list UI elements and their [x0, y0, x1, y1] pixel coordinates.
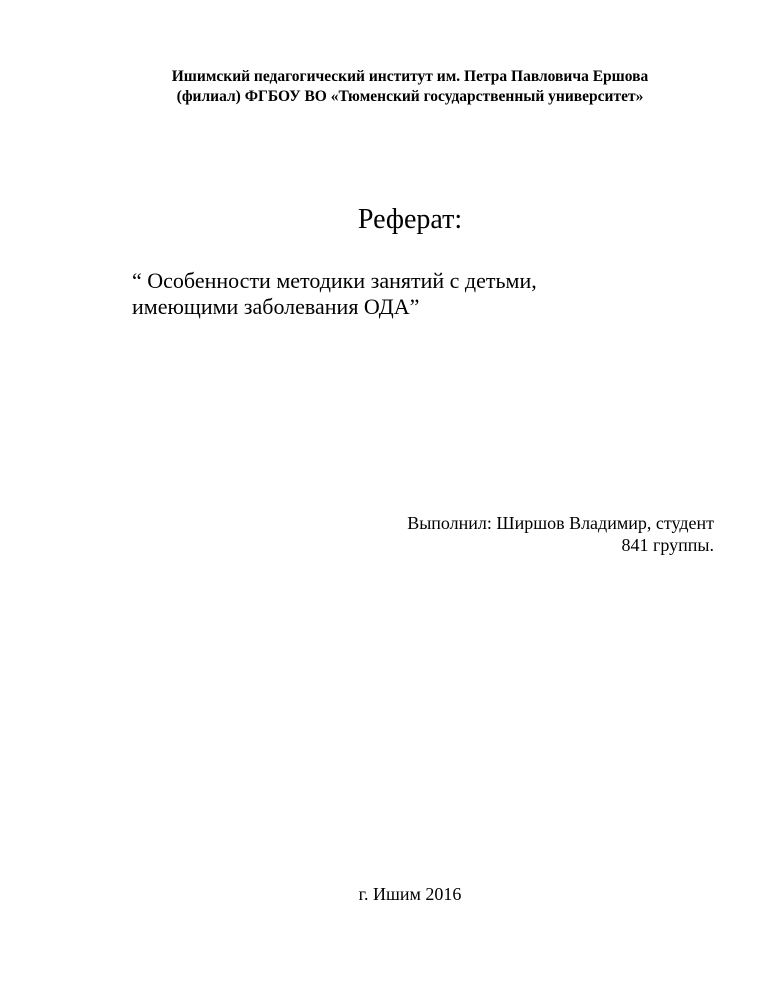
essay-topic-line2: имеющими заболевания ОДА” — [132, 294, 420, 319]
essay-topic-line1: “ Особенности методики занятий с детьми, — [132, 268, 537, 293]
author-name-line: Выполнил: Ширшов Владимир, студент — [407, 513, 714, 533]
institution-name-line2: (филиал) ФГБОУ ВО «Тюменский государственный университет» — [176, 88, 644, 105]
author-block — [407, 512, 714, 556]
city-year-footer: г. Ишим 2016 — [358, 884, 462, 904]
document-type-heading: Реферат: — [357, 204, 463, 235]
institution-header — [100, 67, 720, 107]
essay-topic — [132, 268, 537, 320]
institution-name-line1: Ишимский педагогический институт им. Петра Павловича Ершова — [171, 68, 649, 85]
author-group-line: 841 группы. — [621, 535, 714, 555]
